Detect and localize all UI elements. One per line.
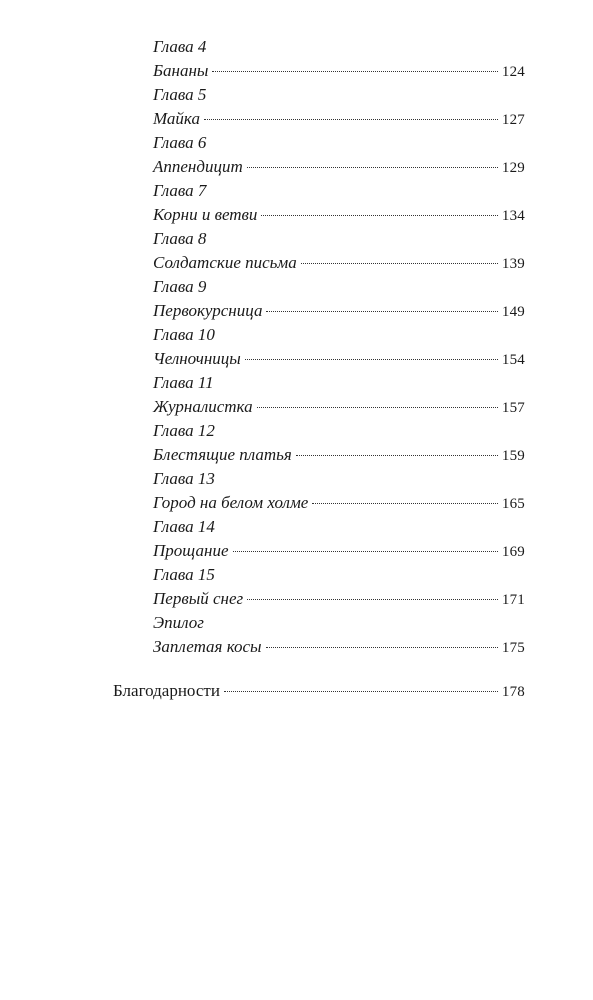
page-number: 149: [501, 304, 525, 320]
toc-row: [153, 396, 525, 420]
page-number: 169: [501, 544, 525, 560]
chapter-label: Глава 7: [153, 181, 207, 200]
toc-row: [153, 204, 525, 228]
toc-entry-chapter-5: [153, 84, 525, 132]
toc-entry-chapter-15: [153, 564, 525, 612]
toc-entry-acknowledgements: [113, 680, 525, 704]
chapter-title: Корни и ветви: [153, 205, 258, 224]
dot-leader: [247, 167, 498, 168]
chapter-label: Глава 13: [153, 469, 215, 488]
chapter-title: Первокурсница: [153, 301, 263, 320]
chapter-label: Глава 15: [153, 565, 215, 584]
chapter-label: Глава 8: [153, 229, 207, 248]
toc-entry-chapter-14: [153, 516, 525, 564]
chapter-title: Прощание: [153, 541, 229, 560]
toc-row: [153, 60, 525, 84]
chapter-label: Глава 10: [153, 325, 215, 344]
page-number: 157: [501, 400, 525, 416]
dot-leader: [266, 311, 497, 312]
chapter-title: Майка: [153, 109, 200, 128]
chapter-title: Журналистка: [153, 397, 253, 416]
page-number: 134: [501, 208, 525, 224]
chapter-label: Глава 14: [153, 517, 215, 536]
dot-leader: [247, 599, 498, 600]
toc-row: [153, 444, 525, 468]
chapter-title: Первый снег: [153, 589, 244, 608]
toc-entry-epilogue: [153, 612, 525, 660]
dot-leader: [224, 691, 498, 692]
chapter-title: Блестящие платья: [153, 445, 292, 464]
dot-leader: [233, 551, 498, 552]
dot-leader: [296, 455, 498, 456]
dot-leader: [261, 215, 497, 216]
page-number: 178: [501, 684, 525, 700]
chapter-label: Глава 11: [153, 373, 214, 392]
chapter-label: Глава 5: [153, 85, 207, 104]
chapter-title: Заплетая косы: [153, 637, 262, 656]
page-number: 124: [501, 64, 525, 80]
toc-entry-chapter-6: [153, 132, 525, 180]
page-number: 175: [501, 640, 525, 656]
toc-row: [153, 108, 525, 132]
toc-entry-chapter-9: [153, 276, 525, 324]
toc-entry-chapter-8: [153, 228, 525, 276]
toc-row: [113, 680, 525, 704]
chapter-label: Глава 6: [153, 133, 207, 152]
toc-row: [153, 300, 525, 324]
toc-row: [153, 348, 525, 372]
chapter-label: Глава 12: [153, 421, 215, 440]
toc-entry-chapter-7: [153, 180, 525, 228]
toc-row: [153, 156, 525, 180]
chapter-title: Город на белом холме: [153, 493, 309, 512]
toc-row: [153, 540, 525, 564]
dot-leader: [301, 263, 498, 264]
toc-entry-chapter-10: [153, 324, 525, 372]
page-number: 171: [501, 592, 525, 608]
toc-entry-chapter-12: [153, 420, 525, 468]
chapter-label: Глава 4: [153, 37, 207, 56]
dot-leader: [266, 647, 498, 648]
chapter-label: Эпилог: [153, 613, 204, 632]
table-of-contents: [153, 36, 525, 660]
toc-entry-chapter-13: [153, 468, 525, 516]
toc-row: [153, 492, 525, 516]
page-number: 165: [501, 496, 525, 512]
toc-row: [153, 636, 525, 660]
page-number: 154: [501, 352, 525, 368]
page-number: 127: [501, 112, 525, 128]
dot-leader: [312, 503, 498, 504]
page-number: 139: [501, 256, 525, 272]
page-number: 129: [501, 160, 525, 176]
chapter-title: Бананы: [153, 61, 209, 80]
chapter-title: Солдатские письма: [153, 253, 297, 272]
dot-leader: [257, 407, 498, 408]
toc-entry-chapter-4: [153, 36, 525, 84]
toc-row: [153, 252, 525, 276]
toc-entry-chapter-11: [153, 372, 525, 420]
chapter-title: Аппендицит: [153, 157, 243, 176]
page-number: 159: [501, 448, 525, 464]
section-title: Благодарности: [113, 681, 220, 700]
dot-leader: [204, 119, 498, 120]
chapter-label: Глава 9: [153, 277, 207, 296]
dot-leader: [212, 71, 497, 72]
dot-leader: [245, 359, 498, 360]
chapter-title: Челночницы: [153, 349, 241, 368]
toc-row: [153, 588, 525, 612]
